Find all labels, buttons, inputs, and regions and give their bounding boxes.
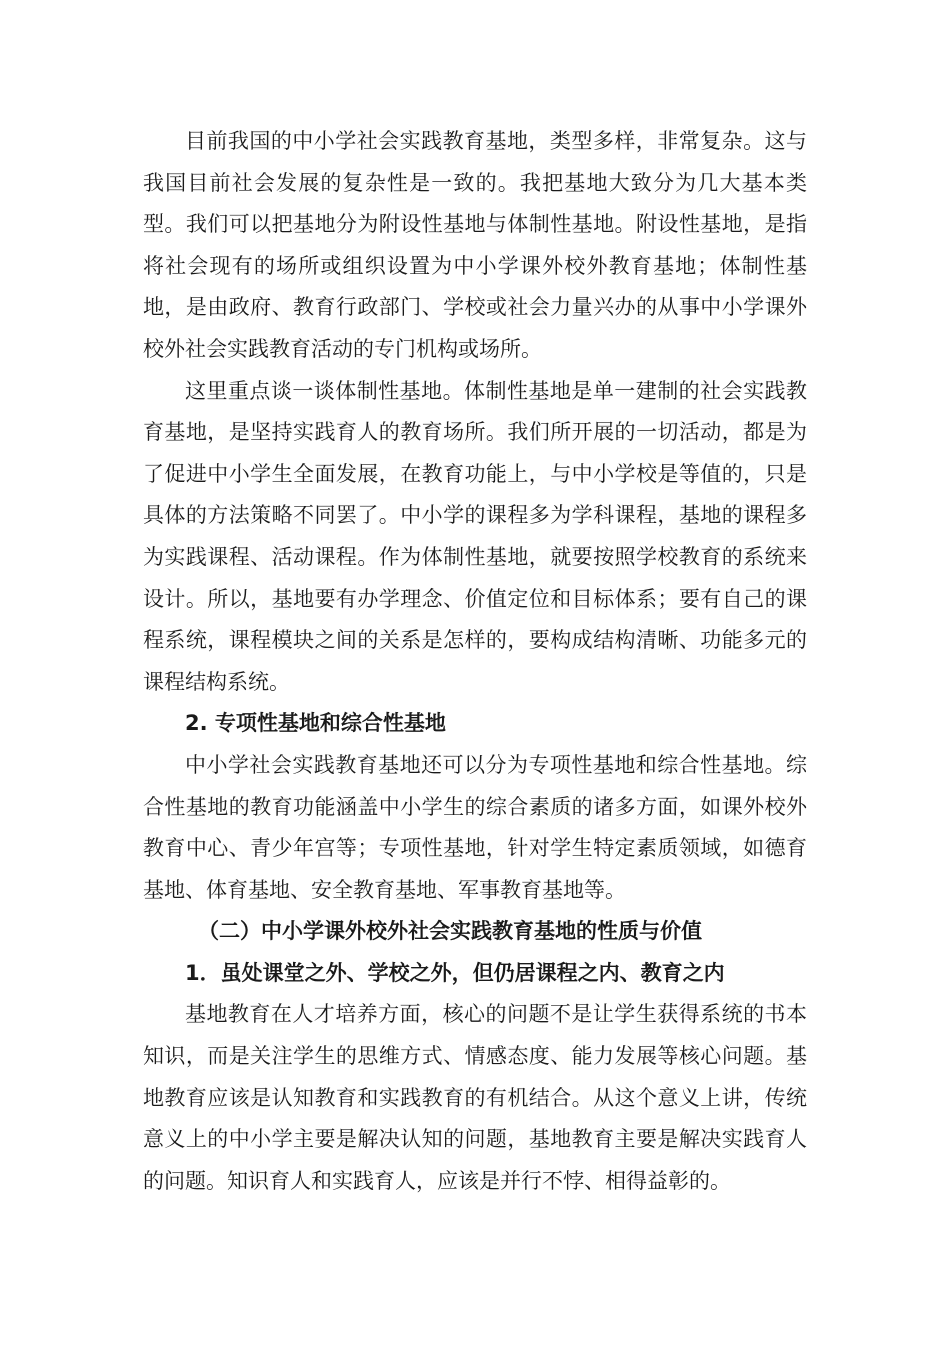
section-heading-special-and-comprehensive: 2. 专项性基地和综合性基地 — [185, 711, 446, 736]
paragraph-attached-and-institutional-bases: 目前我国的中小学社会实践教育基地，类型多样，非常复杂。这与我国目前社会发展的复杂性是一致的。我把基地大致分为几大基本类型。我们可以把基地分为附设性基地与体制性基地。附设性基地，是指将社会现有的场所或组织设置为中小学课外校外教育基地；体制性基地，是由政府、教育行政部门、学校或社会力量兴办的从事中小学课外校外社会实践教育活动的专门机构或场所。 — [143, 129, 807, 361]
subsection-heading-within-curriculum: 1．虽处课堂之外、学校之外，但仍居课程之内、教育之内 — [185, 960, 725, 985]
section-heading-nature-and-value: （二）中小学课外校外社会实践教育基地的性质与价值 — [198, 919, 702, 944]
paragraph-special-and-comprehensive: 中小学社会实践教育基地还可以分为专项性基地和综合性基地。综合性基地的教育功能涵盖中小学生的综合素质的诸多方面，如课外校外教育中心、青少年宫等；专项性基地，针对学生特定素质领域，如德育基地、体育基地、安全教育基地、军事教育基地等。 — [143, 752, 807, 902]
paragraph-institutional-bases: 这里重点谈一谈体制性基地。体制性基地是单一建制的社会实践教育基地，是坚持实践育人的教育场所。我们所开展的一切活动，都是为了促进中小学生全面发展，在教育功能上，与中小学校是等值的，只是具体的方法策略不同罢了。中小学的课程多为学科课程，基地的课程多为实践课程、活动课程。作为体制性基地，就要按照学校教育的系统来设计。所以，基地要有办学理念、价值定位和目标体系；要有自己的课程系统，课程模块之间的关系是怎样的，要构成结构清晰、功能多元的课程结构系统。 — [143, 378, 807, 694]
document-body — [143, 121, 807, 1202]
paragraph-base-education-role: 基地教育在人才培养方面，核心的问题不是让学生获得系统的书本知识，而是关注学生的思维方式、情感态度、能力发展等核心问题。基地教育应该是认知教育和实践教育的有机结合。从这个意义上讲，传统意义上的中小学主要是解决认知的问题，基地教育主要是解决实践育人的问题。知识育人和实践育人，应该是并行不悖、相得益彰的。 — [143, 1002, 807, 1193]
